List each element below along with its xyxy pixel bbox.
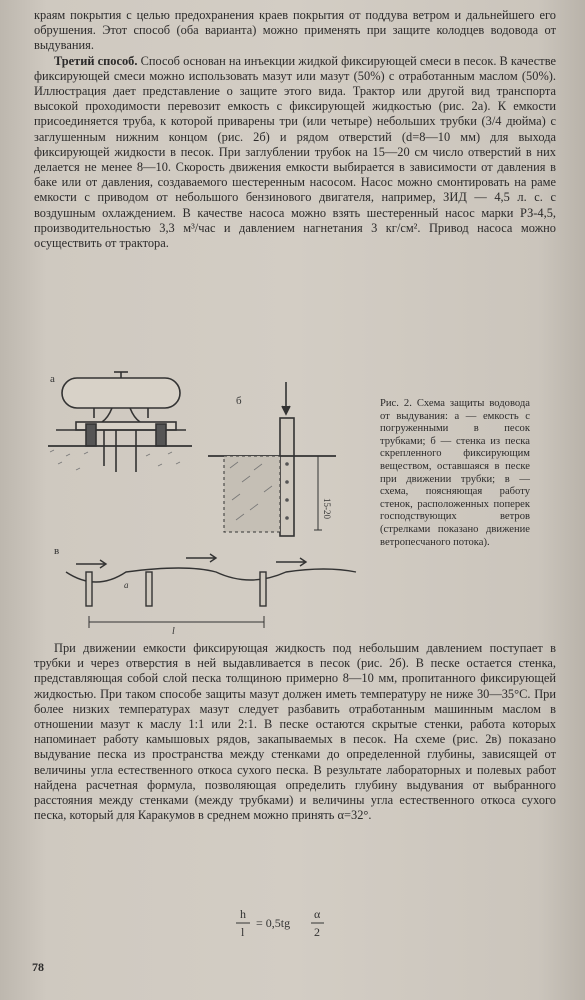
formula-lhs-num: h [240, 907, 246, 921]
page-number: 78 [32, 960, 44, 974]
formula [0, 905, 585, 945]
figure-2b [208, 382, 336, 536]
figure-2v [54, 545, 356, 637]
figure-label-b: б [236, 395, 242, 407]
third-method-text: Способ основан на инъекции жидкой фиксирующей смеси в песок. В качестве фиксирующей смеси можно использовать мазут или мазут (50%) с отработанным маслом (50%). Иллюстрация дает представление о защите этого вида. Трактор или другой вид транспорта высокой проходимости перевозит емкость с фиксирующей жидкостью (рис. 2а). К емкости присоединяется труба, к которой приварены три (или четыре) небольших трубки (3/4 дюйма) с заглушенным нижним концом (рис. 2б) и рядом отверстий (d=8—10 мм) для выхода фиксирующей жидкости в песок. При заглублении трубок на 15—20 см число отверстий в них делается не менее 8—10. Скорость движения емкости выбирается в зависимости от давления в баке или от давления, создаваемого шестеренным насосом. Насос можно смонтировать на раме емкости с приводом от небольшого бензинового двигателя, например, ЗИД — 4,5 л. с. с воздушным охлаждением. В качестве насоса можно взять шестеренный насос марки РЗ-4,5, производительностью 3,3 м³/час и давлением нагнетания 3 кг/см². Привод насоса можно осуществить от трактора. [34, 53, 556, 251]
paragraph-moving-tank: При движении емкости фиксирующая жидкость под небольшим давлением поступает в трубки и через отверстия в ней выдавливается в песок (рис. 2б). В песке остается стенка, представляющая собой слой песка толщиною примерно 8—10 мм, пропитанного фиксирующей жидкостью. При таком способе защиты мазут должен иметь температуру не ниже 30—35°С. При более низких температурах мазут следует разбавить отработанным машинным маслом в отношении мазут к маслу 1:1 или 2:1. В песке остаются скрытые стенки, работа которых напоминает работу камышовых рядов, закапываемых в песок. На схеме (рис. 2в) показано выдувание песка из пространства между стенками до определенной глубины, зависящей от величины угла естественного откоса сухого песка. В результате лабораторных и полевых работ найдена расчетная формула, позволяющая определить глубину выдувания от выбранного расстояния между стенками (между трубками) и величины угла естественного откоса сухого песка, который для Каракумов в среднем можно принять α=32°. [34, 641, 556, 823]
paragraph-third-method [34, 54, 556, 252]
figure-2a [48, 372, 192, 472]
figure-2 [36, 360, 376, 640]
figure-label-a: а [50, 373, 55, 385]
caption-text: Рис. 2. Схема защиты водовода от выдувания: а — емкость с погруженными в песок трубками; б — стенка из песка скрепленного фиксирующим веществом, оставшаяся в песке при движении трубки; в — схема, поясняющая работу стенок, расположенных поперек господствующих ветров (стрелками показано движение ветропесчаного потока). [380, 398, 530, 548]
third-method-heading: Третий способ. [54, 53, 138, 68]
top-text [34, 8, 556, 251]
width-label: l [172, 626, 175, 637]
formula-equals: = 0,5tg [256, 916, 291, 930]
formula-rhs-den: 2 [314, 925, 320, 939]
depth-label: 15-20 [322, 498, 332, 519]
figure-caption [380, 398, 530, 549]
figure-label-v: в [54, 545, 60, 557]
bottom-text [34, 641, 556, 823]
formula-rhs-num: α [314, 907, 321, 921]
paragraph-continuation: краям покрытия с целью предохранения краев покрытия от поддува ветром и дальнейшего его обрушения. Этот способ (оба варианта) можно применять при защите колодцев водовода от выдувания. [34, 8, 556, 53]
spacing-label: a [124, 580, 129, 590]
formula-lhs-den: l [241, 925, 245, 939]
